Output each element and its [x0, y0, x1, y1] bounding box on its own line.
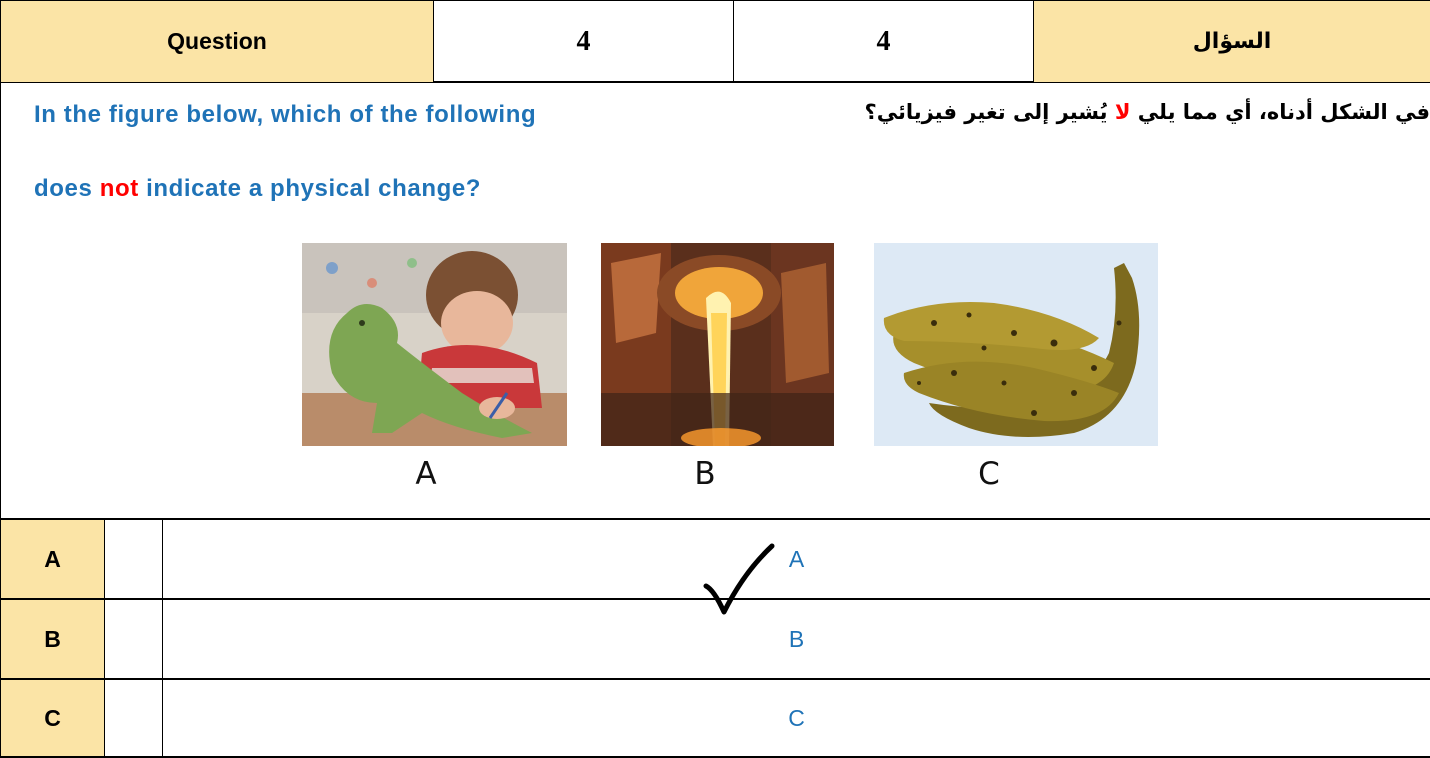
answer-row-a[interactable] [0, 518, 1430, 598]
figure-a-label: A [415, 456, 437, 492]
question-text-ar [865, 100, 1430, 124]
question-text-en-pre: does [34, 175, 100, 202]
molten-metal-picture [601, 243, 834, 446]
question-number-cell-ar: 4 [734, 1, 1034, 82]
question-text-ar-post: يُشير إلى تغير فيزيائي؟ [864, 100, 1115, 124]
clay-dinosaur-picture [302, 243, 567, 446]
question-label-cell-ar: السؤال [1034, 1, 1430, 82]
figure-c-label: C [978, 456, 1000, 492]
answer-row-c[interactable] [0, 678, 1430, 758]
question-number-cell: 4 [434, 1, 734, 82]
answer-mark-cell[interactable] [105, 680, 163, 756]
answer-mark-cell[interactable] [105, 600, 163, 678]
answer-row-b[interactable] [0, 598, 1430, 678]
question-label-cell: Question [0, 1, 434, 82]
question-text-en-line2 [34, 175, 481, 203]
answer-text: B [788, 625, 805, 652]
answer-mark-cell[interactable] [105, 520, 163, 598]
question-text-en-line1: In the figure below, which of the following [34, 101, 537, 128]
question-text-ar-pre: في الشكل أدناه، أي مما يلي [1130, 100, 1430, 124]
answer-text: A [788, 545, 805, 572]
question-text-ar-not: لا [1114, 100, 1131, 124]
figure-b-image [601, 243, 834, 446]
figure-c-image [874, 243, 1158, 446]
figure-b-label: B [694, 456, 716, 492]
question-text-en-not: not [99, 175, 139, 202]
bananas-picture [874, 243, 1158, 446]
header-row [0, 0, 1430, 83]
answer-letter: B [0, 600, 105, 678]
figure-a-image [302, 243, 567, 446]
answer-letter: A [0, 520, 105, 598]
question-text-en-post: indicate a physical change? [138, 175, 482, 202]
answer-text: C [788, 704, 805, 731]
answer-letter: C [0, 680, 105, 756]
